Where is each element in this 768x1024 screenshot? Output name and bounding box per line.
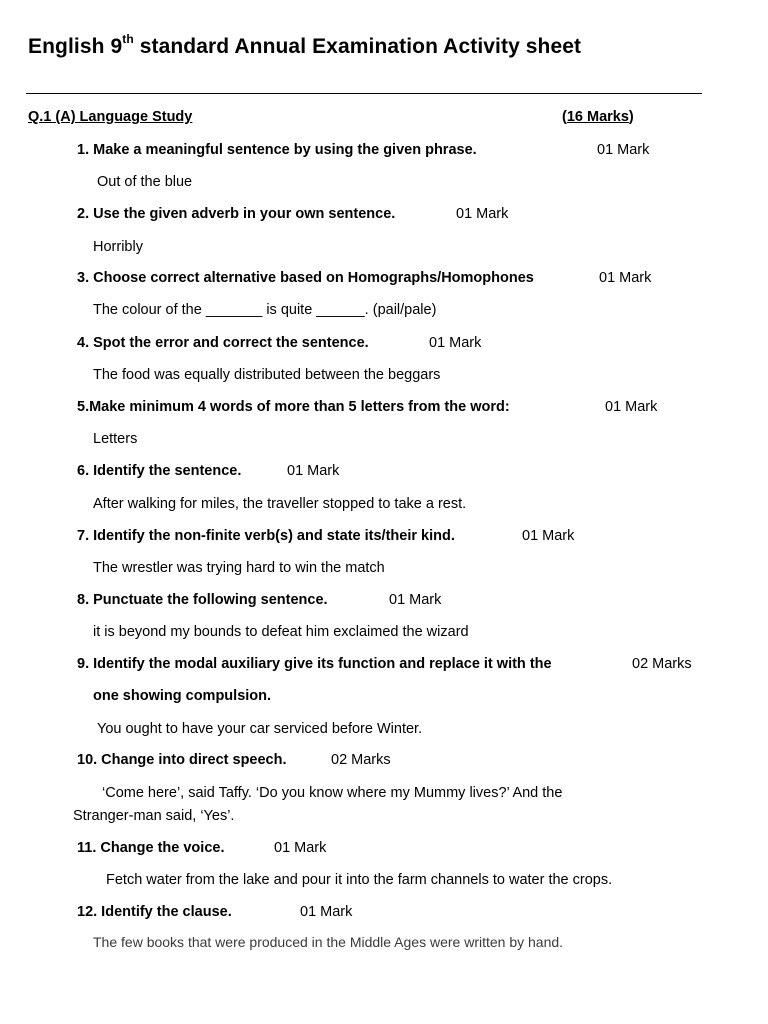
question-10-text-continued: Stranger-man said, ‘Yes’. — [73, 808, 235, 824]
section-marks-value: 16 Marks — [566, 109, 629, 125]
question-12-text: The few books that were produced in the Middle Ages were written by hand. — [93, 934, 564, 950]
question-2-marks: 01 Mark — [456, 206, 509, 222]
question-2-prompt: 2. Use the given adverb in your own sentence. — [77, 206, 396, 222]
question-5-marks: 01 Mark — [605, 399, 658, 415]
question-3-prompt: 3. Choose correct alternative based on Homographs/Homophones — [77, 270, 534, 286]
question-9-marks: 02 Marks — [632, 656, 692, 672]
question-10-prompt: 10. Change into direct speech. — [77, 752, 287, 768]
question-12-prompt: 12. Identify the clause. — [77, 904, 232, 920]
question-4-marks: 01 Mark — [429, 335, 482, 351]
question-11-text: Fetch water from the lake and pour it into the farm channels to water the crops. — [106, 872, 613, 888]
question-11-prompt: 11. Change the voice. — [77, 840, 225, 856]
title-suffix: standard Annual Examination Activity sheet — [133, 35, 582, 58]
question-6-marks: 01 Mark — [287, 463, 340, 479]
question-8-marks: 01 Mark — [389, 592, 442, 608]
question-6-text: After walking for miles, the traveller stopped to take a rest. — [93, 496, 467, 512]
question-4-text: The food was equally distributed between the beggars — [93, 367, 441, 383]
question-2-text: Horribly — [93, 239, 143, 255]
question-9-prompt-continued: one showing compulsion. — [93, 688, 272, 704]
question-4-prompt: 4. Spot the error and correct the sentence. — [77, 335, 369, 351]
question-10-text: ‘Come here’, said Taffy. ‘Do you know where my Mummy lives?’ And the — [102, 785, 563, 801]
question-10-marks: 02 Marks — [331, 752, 391, 768]
question-1-marks: 01 Mark — [597, 142, 650, 158]
question-8-text: it is beyond my bounds to defeat him exclaimed the wizard — [93, 624, 469, 640]
title-superscript: th — [122, 32, 134, 46]
question-9-prompt: 9. Identify the modal auxiliary give its function and replace it with the — [77, 656, 552, 672]
question-7-marks: 01 Mark — [522, 528, 575, 544]
question-3-text: The colour of the _______ is quite ______. (pail/pale) — [93, 302, 437, 318]
title-underline-rule — [26, 93, 702, 94]
question-3-marks: 01 Mark — [599, 270, 652, 286]
question-8-prompt: 8. Punctuate the following sentence. — [77, 592, 328, 608]
question-12-marks: 01 Mark — [300, 904, 353, 920]
question-5-prompt: 5.Make minimum 4 words of more than 5 letters from the word: — [77, 399, 510, 415]
question-11-marks: 01 Mark — [274, 840, 327, 856]
question-9-text: You ought to have your car serviced before Winter. — [97, 721, 423, 737]
section-heading: Q.1 (A) Language Study — [28, 109, 193, 125]
question-7-prompt: 7. Identify the non-finite verb(s) and state its/their kind. — [77, 528, 455, 544]
page-title — [28, 34, 581, 59]
title-prefix: English 9 — [28, 35, 123, 58]
question-5-text: Letters — [93, 431, 138, 447]
section-marks: (16 Marks) — [562, 109, 634, 125]
question-1-prompt: 1. Make a meaningful sentence by using the given phrase. — [77, 142, 477, 158]
question-6-prompt: 6. Identify the sentence. — [77, 463, 242, 479]
question-7-text: The wrestler was trying hard to win the match — [93, 560, 385, 576]
question-1-text: Out of the blue — [97, 174, 193, 190]
